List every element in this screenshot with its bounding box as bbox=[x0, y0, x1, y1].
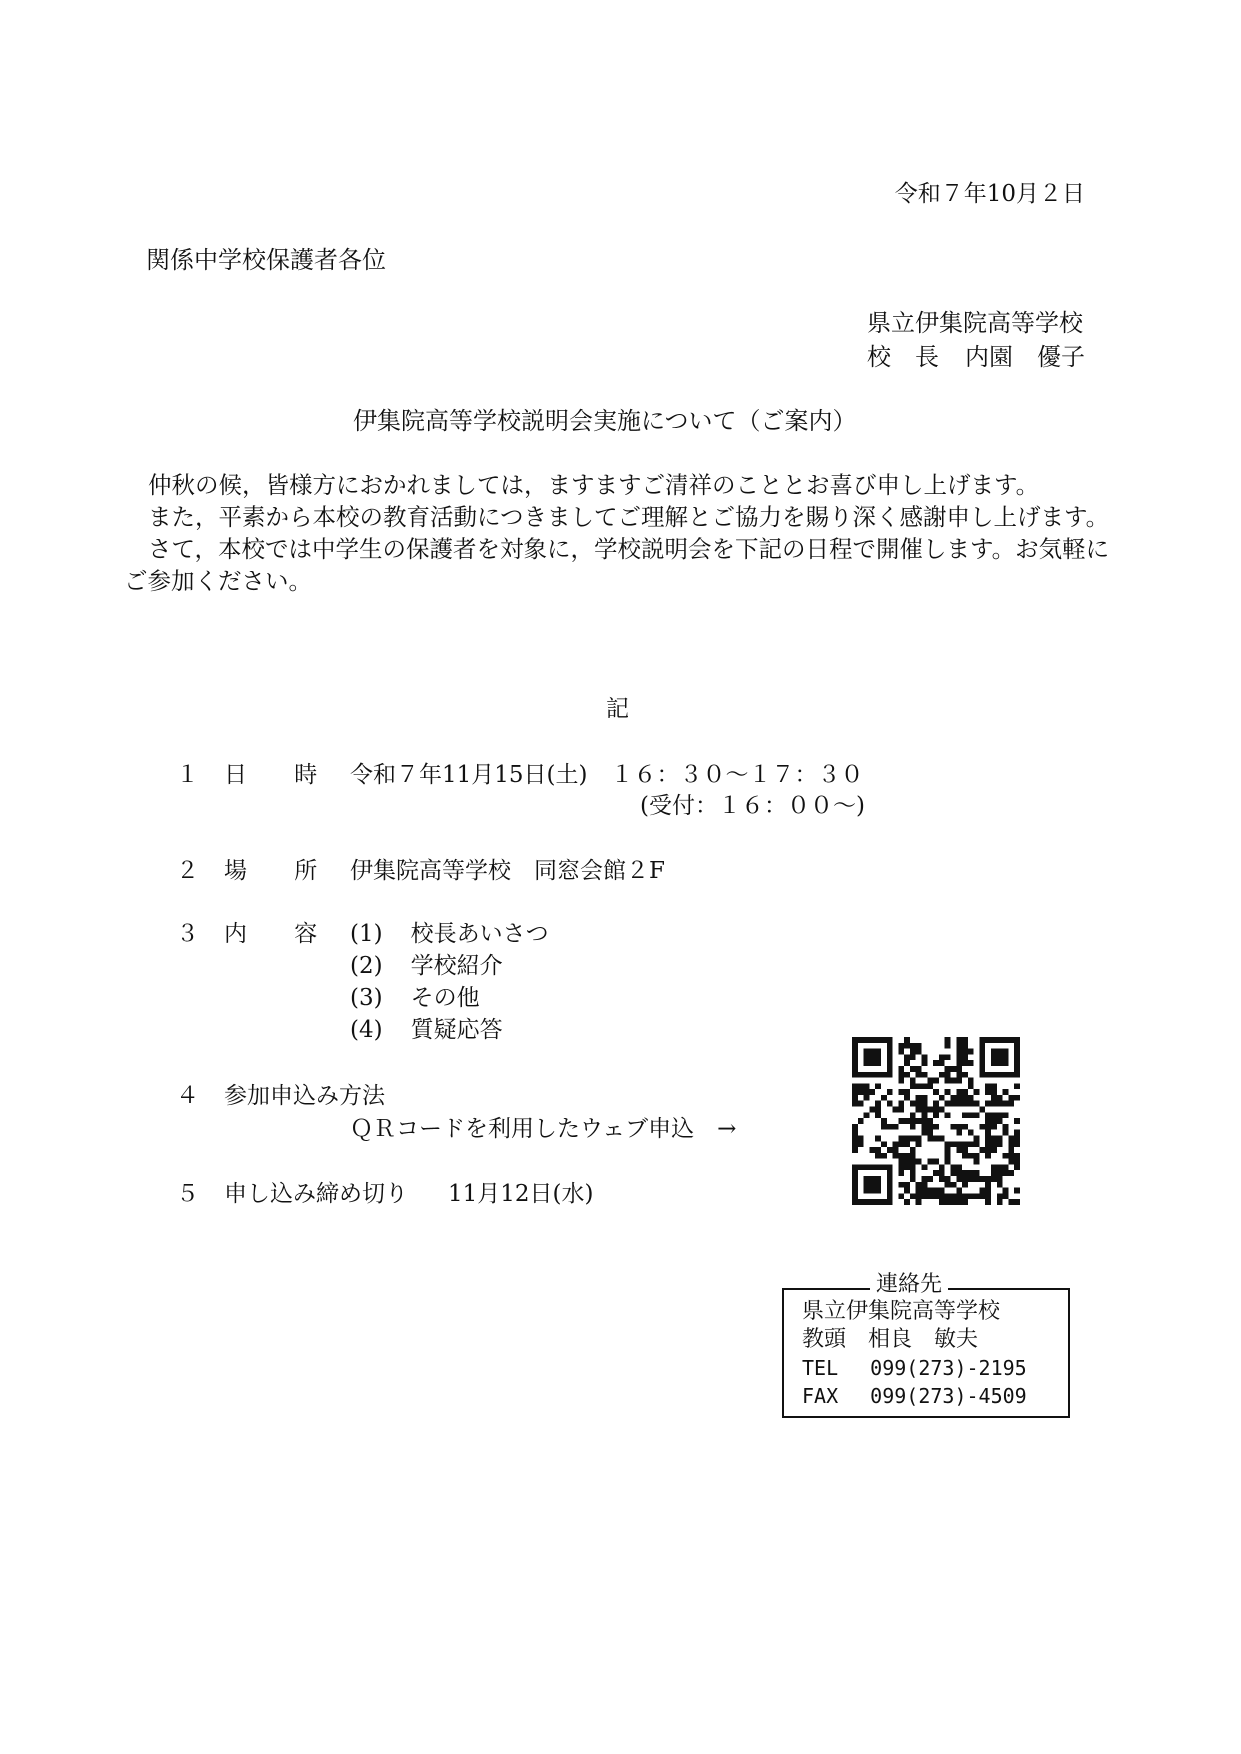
qr-code-icon[interactable] bbox=[852, 1037, 1020, 1205]
content-list-item bbox=[350, 1016, 503, 1046]
contact-lines bbox=[802, 1298, 1027, 1410]
contact-person: 教頭 相良 敏夫 bbox=[802, 1327, 979, 1352]
item-1-reception: (受付：１６：００～) bbox=[640, 793, 865, 819]
content-list-number: (2) bbox=[350, 953, 383, 979]
content-list-number: (3) bbox=[350, 985, 383, 1011]
item-5-label: 申し込み締め切り bbox=[224, 1181, 408, 1207]
addressee: 関係中学校保護者各位 bbox=[146, 246, 386, 274]
item-1-datetime: 令和７年11月15日(土) １６：３０～１７：３０ bbox=[350, 762, 864, 788]
content-list-text: 質疑応答 bbox=[410, 1017, 503, 1043]
item-4-method: ＱＲコードを利用したウェブ申込 → bbox=[350, 1116, 737, 1142]
content-list-number: (4) bbox=[350, 1017, 383, 1043]
contact-box bbox=[782, 1272, 1070, 1418]
body-text bbox=[124, 469, 1124, 597]
content-list-text: 学校紹介 bbox=[410, 953, 503, 979]
item-3-label: 内 容 bbox=[224, 921, 338, 947]
item-1-number: １ bbox=[176, 762, 199, 788]
sender-organization: 県立伊集院高等学校 bbox=[867, 309, 1083, 337]
content-list-item bbox=[350, 984, 480, 1014]
sender-principal bbox=[867, 342, 1085, 373]
item-5-deadline: 11月12日(水) bbox=[448, 1181, 594, 1207]
item-3-number: ３ bbox=[176, 921, 199, 947]
ki-heading: 記 bbox=[606, 696, 629, 722]
item-2-label: 場 所 bbox=[224, 858, 338, 884]
contact-title: 連絡先 bbox=[870, 1272, 948, 1298]
item-2-venue: 伊集院高等学校 同窓会館２F bbox=[350, 858, 665, 884]
content-list-number: (1) bbox=[350, 921, 383, 947]
body-paragraph-greeting: 仲秋の候，皆様方におかれましては，ますますご清祥のこととお喜び申し上げます。 bbox=[148, 471, 1040, 499]
contact-fax: FAX 099(273)-4509 bbox=[802, 1384, 1027, 1408]
content-list-item bbox=[350, 920, 549, 950]
item-2-number: ２ bbox=[176, 858, 199, 884]
document-date: 令和７年10月２日 bbox=[894, 181, 1085, 207]
item-5-number: ５ bbox=[176, 1181, 199, 1207]
content-list-text: その他 bbox=[410, 985, 480, 1011]
content-list-item bbox=[350, 952, 503, 982]
content-list-text: 校長あいさつ bbox=[410, 921, 549, 947]
document-title: 伊集院高等学校説明会実施について（ご案内） bbox=[353, 407, 857, 435]
body-paragraph-thanks: また，平素から本校の教育活動につきましてご理解とご協力を賜り深く感謝申し上げます。 bbox=[148, 503, 1110, 531]
item-4-label: 参加申込み方法 bbox=[224, 1083, 385, 1109]
item-1-label: 日 時 bbox=[224, 762, 338, 788]
contact-organization: 県立伊集院高等学校 bbox=[802, 1299, 1001, 1324]
contact-tel: TEL 099(273)-2195 bbox=[802, 1356, 1027, 1380]
item-4-number: ４ bbox=[176, 1083, 199, 1109]
body-paragraph-invitation: さて，本校では中学生の保護者を対象に，学校説明会を下記の日程で開催します。お気軽にご参加ください。 bbox=[124, 535, 1110, 595]
sender-title: 校 長 bbox=[867, 343, 939, 371]
sender-name: 内園 優子 bbox=[965, 343, 1085, 371]
